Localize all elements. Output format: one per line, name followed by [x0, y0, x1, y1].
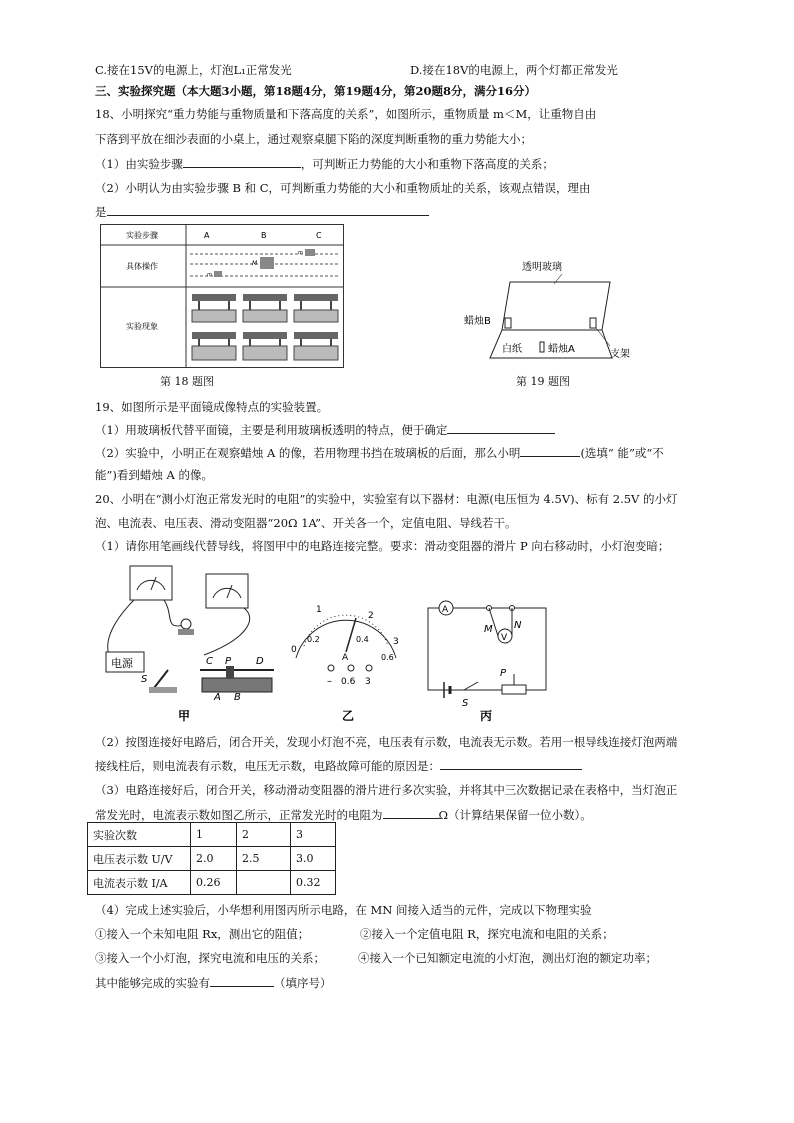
- dial-unit: A: [342, 653, 349, 663]
- weight-small-a: [214, 271, 222, 277]
- table-cell: 3: [291, 823, 336, 847]
- q18-part1-b: ，可判断正力势能的大小和重物下落高度的关系；: [300, 157, 554, 171]
- label-P2: P: [500, 668, 507, 679]
- table-row: [88, 847, 336, 871]
- q20-exp2: ②接入一个定值电阻 R，探究电流和电阻的关系；: [360, 927, 614, 941]
- q20-part2a: （2）按图连接好电路后，闭合开关，发现小灯泡不亮，电压表有示数，电流表无示数。若用一根导线连接灯泡两端: [95, 735, 678, 749]
- q19-part2-a: （2）实验中，小明正在观察蜡烛 A 的像，若用物理书挡在玻璃板的后面，那么小明: [95, 446, 521, 460]
- ammeter-needle: [346, 618, 356, 652]
- q19-part1-text: （1）用玻璃板代替平面镜，主要是利用玻璃板透明的特点，便于确定: [95, 423, 448, 437]
- q20-part4: （4）完成上述实验后，小华想利用图丙所示电路，在 MN 间接入适当的元件，完成以下物理实验: [95, 903, 592, 917]
- scale-0: 0: [291, 645, 297, 655]
- q18-row1: 具体操作: [126, 262, 158, 271]
- switch-s: [154, 670, 168, 688]
- table-cell: 电压表示数 U/V: [88, 847, 191, 871]
- q20-part1: （1）请你用笔画线代替导线，将图甲中的电路连接完整。要求：滑动变阻器的滑片 P 向右移动时，小灯泡变暗；: [95, 539, 670, 553]
- q18-colB: B: [261, 231, 267, 240]
- label-N: N: [514, 620, 522, 631]
- q20-part2-blank[interactable]: [440, 757, 582, 770]
- q19-stand-label: 支架: [610, 349, 630, 360]
- q19-part2c: 能”)看到蜡烛 A 的像。: [95, 468, 213, 482]
- q20-last-text: 其中能够完成的实验有: [95, 976, 210, 990]
- table-cell: 2.5: [237, 847, 291, 871]
- voltmeter-letter: V: [501, 633, 508, 643]
- meter-2: [206, 574, 248, 608]
- terminal-06: 0.6: [341, 677, 356, 687]
- q18-colA: A: [204, 231, 210, 240]
- scale-2: 2: [368, 611, 374, 621]
- terminal-minus: –: [327, 676, 332, 687]
- q20-intro2: 泡、电流表、电压表、滑动变阻器“20Ω 1A”、开关各一个，定值电阻、导线若干。: [95, 516, 517, 530]
- q19-candleB-label: 蜡烛B: [464, 316, 491, 327]
- switch-bing: [464, 682, 478, 690]
- q18-mass-c: m: [298, 250, 303, 256]
- option-c: C.接在15V的电源上，灯泡L₁正常发光: [95, 63, 292, 77]
- caption-yi: 乙: [342, 709, 355, 723]
- weight-small-c: [305, 249, 315, 256]
- q18-part1: [95, 155, 554, 172]
- meter-1: [130, 566, 172, 600]
- q19-glass-label: 透明玻璃: [522, 262, 562, 273]
- q20-part3b-text: 常发光时，电流表示数如图乙所示，正常发光时的电阻为: [95, 808, 383, 822]
- candle-b: [505, 318, 511, 328]
- q19-part2: [95, 444, 664, 461]
- table-cell: 3.0: [291, 847, 336, 871]
- rheostat: [202, 678, 272, 692]
- label-A: A: [214, 692, 221, 703]
- circuit-jia: [106, 566, 274, 723]
- q19-part1: [95, 421, 555, 438]
- q20-exp3: ③接入一个小灯泡，探究电流和电压的关系；: [95, 951, 325, 965]
- scale-04: 0.4: [356, 635, 369, 644]
- q20-exp1: ①接入一个未知电阻 Rx，测出它的阻值；: [95, 927, 310, 941]
- q18-part1-blank[interactable]: [183, 155, 301, 168]
- label-B: B: [234, 692, 241, 703]
- q18-part2b: [95, 203, 429, 220]
- label-C: C: [206, 656, 213, 667]
- label-S: S: [141, 674, 148, 685]
- q20-last-suffix: （填序号）: [274, 976, 332, 990]
- q18-part2b-label: 是: [95, 205, 107, 219]
- q20-part3a: （3）电路连接好后，闭合开关，移动滑动变阻器的滑片进行多次实验，并将其中三次数据记录在表格中，当灯泡正: [95, 783, 678, 797]
- label-power: 电源: [111, 657, 133, 670]
- q18-part1-a: （1）由实验步骤: [95, 157, 183, 171]
- q20-part2b-text: 接线柱后，则电流表有示数，电压无示数，电路故障可能的原因是：: [95, 759, 440, 773]
- bulb: [181, 619, 191, 629]
- q20-intro1: 20、小明在“测小灯泡正常发光时的电阻”的实验中，实验室有以下器材：电源(电压恒为 4.5V)、标有 2.5V 的小灯: [95, 492, 678, 506]
- option-d: D.接在18V的电源上，两个灯都正常发光: [410, 63, 618, 77]
- q19-part2-b: (选填“ 能”或“不: [580, 446, 664, 460]
- scale-06: 0.6: [381, 653, 394, 662]
- caption-bing: 丙: [480, 709, 493, 723]
- table-row: [88, 871, 336, 895]
- q18-colC: C: [316, 231, 322, 240]
- q19-intro: 19、如图所示是平面镜成像特点的实验装置。: [95, 400, 329, 414]
- table-cell: 2.0: [191, 847, 237, 871]
- q20-part3c-text: Ω（计算结果保留一位小数）。: [438, 808, 592, 822]
- q18-part2: （2）小明认为由实验步骤 B 和 C，可判断重力势能的大小和重物质址的关系，该观点错误，理由: [95, 181, 591, 195]
- q19-figure: [462, 258, 652, 368]
- q20-exp4: ④接入一个已知额定电流的小灯泡，测出灯泡的额定功率；: [358, 951, 657, 965]
- circuit-bing: [428, 601, 546, 723]
- ammeter-letter: A: [442, 605, 449, 615]
- ammeter-dial: [291, 605, 399, 723]
- q18-mass-b: M: [252, 260, 258, 267]
- scale-1: 1: [316, 605, 322, 615]
- caption-jia: 甲: [178, 709, 191, 723]
- scale-02: 0.2: [307, 635, 320, 644]
- q20-last: [95, 974, 332, 991]
- table-cell: 0.26: [191, 871, 237, 895]
- table-cell: 实验次数: [88, 823, 191, 847]
- q18-mass-a: m: [207, 272, 212, 278]
- label-P: P: [225, 656, 232, 667]
- stand-right: [590, 318, 596, 328]
- q20-data-table: [87, 822, 336, 895]
- label-M: M: [484, 624, 493, 635]
- table-row: [88, 823, 336, 847]
- terminal-3: 3: [365, 677, 371, 687]
- q19-candleA-label: 蜡烛A: [548, 344, 575, 355]
- table-cell: 电流表示数 I/A: [88, 871, 191, 895]
- q20-part3b: [95, 806, 592, 823]
- scale-3: 3: [393, 637, 399, 647]
- section-title: 三、实验探究题（本大题3小题，第18题4分，第19题4分，第20题8分，满分16分）: [95, 84, 537, 98]
- q20-part3-blank[interactable]: [383, 806, 439, 819]
- weight-big-b: [260, 257, 274, 269]
- q18-figure: [100, 224, 344, 368]
- label-S2: S: [462, 698, 469, 709]
- q20-last-blank[interactable]: [210, 974, 274, 987]
- label-D: D: [256, 656, 264, 667]
- q18-col0: 实验步骤: [126, 231, 158, 240]
- table-cell: 2: [237, 823, 291, 847]
- q18-line2: 下落到平放在细沙表面的小桌上，通过观察桌腿下陷的深度判断重物的重力势能大小；: [95, 132, 532, 146]
- q20-part2b: [95, 757, 582, 774]
- table-cell-empty[interactable]: [237, 871, 291, 895]
- q18-caption: 第 18 题图: [160, 375, 214, 388]
- q19-paper-label: 白纸: [502, 344, 522, 355]
- candle-a: [540, 342, 544, 352]
- q19-part1-blank[interactable]: [447, 421, 555, 434]
- rheostat-bing: [502, 685, 526, 694]
- q18-row2: 实验现象: [126, 322, 158, 331]
- q19-caption: 第 19 题图: [516, 375, 570, 388]
- q18-part2-blank[interactable]: [107, 203, 429, 216]
- q19-part2-blank[interactable]: [520, 444, 580, 457]
- table-cell: 0.32: [291, 871, 336, 895]
- q20-figures: [94, 560, 554, 725]
- q18-line1: 18、小明探究“重力势能与重物质量和下落高度的关系”，如图所示，重物质量 m＜M，让重物自由: [95, 107, 597, 121]
- table-cell: 1: [191, 823, 237, 847]
